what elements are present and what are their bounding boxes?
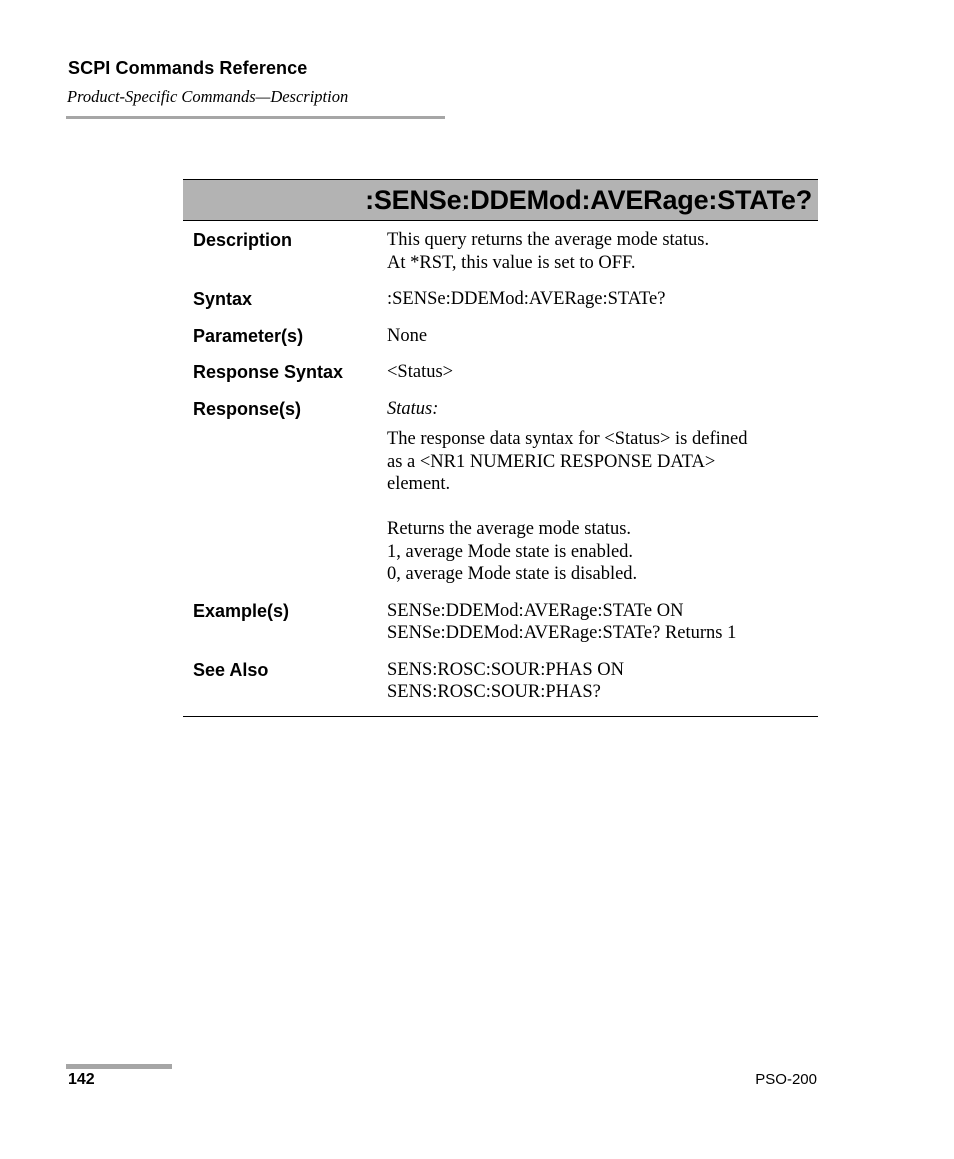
header-divider: [66, 116, 445, 119]
response-line: Returns the average mode status.: [387, 519, 632, 539]
response-line: 0, average Mode state is disabled.: [387, 564, 638, 584]
product-name: PSO-200: [755, 1071, 817, 1088]
row-parameters: [183, 317, 818, 354]
row-examples: [183, 592, 818, 651]
example-line: SENSe:DDEMod:AVERage:STATe? Returns 1: [387, 623, 737, 643]
see-also-line: SENS:ROSC:SOUR:PHAS ON: [387, 659, 624, 680]
syntax-line: :SENSe:DDEMod:AVERage:STATe?: [387, 289, 666, 309]
response-line: The response data syntax for <Status> is defined: [387, 429, 748, 449]
parameters-line: None: [387, 325, 428, 346]
row-label: Response Syntax: [193, 362, 344, 382]
row-value: [387, 398, 818, 586]
footer-divider: [66, 1064, 172, 1069]
description-line: At *RST, this value is set to OFF.: [387, 252, 636, 273]
response-heading: Status:: [387, 398, 439, 419]
section-subtitle: Product-Specific Commands—Description: [67, 87, 349, 106]
row-description: [183, 221, 818, 280]
row-value: [387, 288, 818, 311]
response-line: 1, average Mode state is enabled.: [387, 541, 634, 562]
command-table: [183, 179, 818, 717]
row-label: Response(s): [193, 398, 302, 419]
response-syntax-line: <Status>: [387, 362, 454, 382]
example-line: SENSe:DDEMod:AVERage:STATe ON: [387, 600, 684, 621]
response-line: element.: [387, 474, 451, 494]
row-value: [387, 600, 818, 645]
description-line: This query returns the average mode status.: [387, 230, 710, 250]
page-number: 142: [68, 1071, 95, 1088]
row-responses: [183, 390, 818, 592]
row-label: See Also: [193, 659, 269, 680]
row-label: Description: [193, 230, 293, 250]
response-line: as a <NR1 NUMERIC RESPONSE DATA>: [387, 451, 716, 472]
command-name: :SENSe:DDEMod:AVERage:STATe?: [365, 184, 812, 215]
paragraph-spacer: [387, 496, 818, 519]
section-title: SCPI Commands Reference: [68, 58, 308, 78]
command-heading-bar: [183, 179, 818, 221]
row-see-also: [183, 651, 818, 710]
see-also-line: SENS:ROSC:SOUR:PHAS?: [387, 682, 601, 702]
row-syntax: [183, 280, 818, 317]
row-label: Parameter(s): [193, 325, 304, 346]
response-paragraph: [387, 428, 818, 586]
row-value: [387, 229, 818, 274]
row-value: [387, 659, 818, 704]
row-response-syntax: [183, 353, 818, 390]
command-details: [183, 221, 818, 717]
row-value: [387, 325, 818, 348]
row-label: Example(s): [193, 600, 290, 621]
row-label: Syntax: [193, 289, 253, 309]
row-value: [387, 361, 818, 384]
